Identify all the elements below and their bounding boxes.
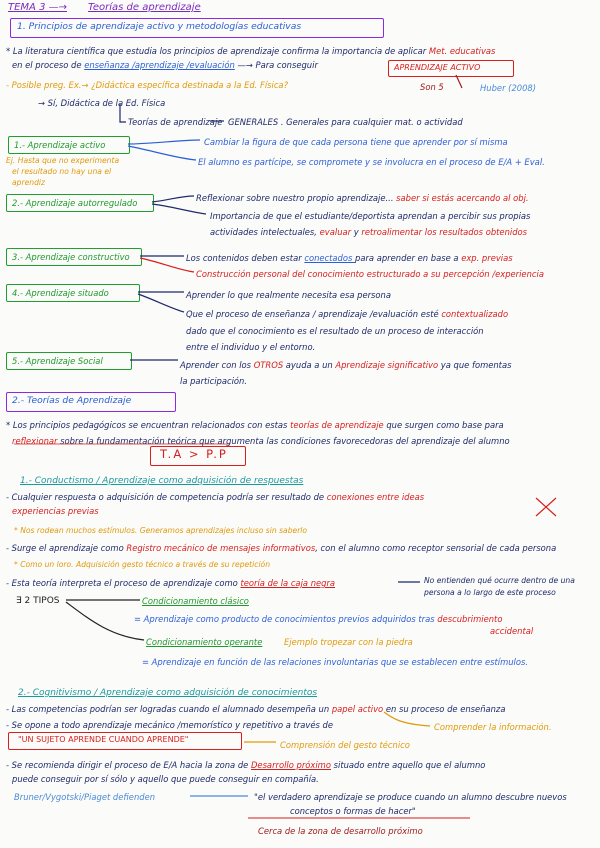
item5-line2: la participación. <box>180 376 248 386</box>
teorias-label: Teorías de aprendizaje <box>128 117 223 127</box>
example-line2: el resultado no hay una el <box>12 167 112 176</box>
item3-label: 3.- Aprendizaje constructivo <box>12 252 130 262</box>
item3-line2: Construcción personal del conocimiento estructurado a su percepción /experiencia <box>196 269 544 279</box>
authors: Bruner/Vygotski/Piaget defienden <box>14 792 156 802</box>
item2-label: 2.- Aprendizaje autorregulado <box>12 198 138 208</box>
comprension-gesto: Comprensión del gesto técnico <box>280 740 410 750</box>
didactica-ef: → Sí, Didáctica de la Ed. Física <box>38 98 166 108</box>
cond-line2: - Surge el aprendizaje como Registro mecánico de mensajes informativos, con el alumno como receptor sensorial de cada persona <box>6 543 557 553</box>
s1-line1: * La literatura científica que estudia los principios de aprendizaje confirma la importancia de aplicar Met. educativas <box>6 46 496 56</box>
son5-label: Son 5 <box>420 82 444 92</box>
caja-negra-side2: persona a lo largo de este proceso <box>424 588 556 597</box>
item4-line3: dado que el conocimiento es el resultado de un proceso de interacción <box>186 326 484 336</box>
zona-desarrollo: Cerca de la zona de desarrollo próximo <box>258 826 423 836</box>
condicionamiento-clasico: Condicionamiento clásico <box>142 596 249 606</box>
cc-accidental: accidental <box>490 626 534 636</box>
cognitivismo-heading: 2.- Cognitivismo / Aprendizaje como adquisición de conocimientos <box>18 688 318 698</box>
huber-ref: Huber (2008) <box>480 83 537 93</box>
co-definition: = Aprendizaje en función de las relaciones involuntarias que se establecen entre estímulos. <box>142 657 529 667</box>
s2-line2: reflexionar sobre la fundamentación teórica que argumenta las condiciones favorecedoras del aprendizaje del alumno <box>12 436 510 446</box>
cond-note2: * Como un loro. Adquisición gesto técnico a través de su repetición <box>14 560 271 569</box>
item2-line3: actividades intelectuales, evaluar y retroalimentar los resultados obtenidos <box>210 227 528 237</box>
posible-pregunta: - Posible preg. Ex.→ ¿Didáctica específica destinada a la Ed. Física? <box>6 80 289 90</box>
quote-text: "UN SUJETO APRENDE CUANDO APRENDE" <box>18 735 189 744</box>
item1-line2: El alumno es partícipe, se compromete y se involucra en el proceso de E/A + Eval. <box>198 157 545 167</box>
generales-label: GENERALES . Generales para cualquier mat. o actividad <box>228 117 463 127</box>
example-line3: aprendiz <box>12 178 45 187</box>
item5-line1: Aprender con los OTROS ayuda a un Aprendizaje significativo ya que fomentas <box>180 360 512 370</box>
item4-line4: entre el individuo y el entorno. <box>186 342 316 352</box>
item5-label: 5.- Aprendizaje Social <box>12 356 103 366</box>
caja-negra-side1: No entienden qué ocurre dentro de una <box>424 576 575 585</box>
item1-line1: Cambiar la figura de que cada persona tiene que aprender por sí misma <box>204 137 508 147</box>
s1-line2: en el proceso de enseñanza /aprendizaje /evaluación —→ Para conseguir <box>12 60 318 70</box>
condicionamiento-operante: Condicionamiento operante <box>146 637 263 647</box>
tema-number: TEMA 3 —→ <box>8 2 68 13</box>
section1-heading: 1. Principios de aprendizaje activo y metodologías educativas <box>17 21 302 32</box>
page-title: Teorías de aprendizaje <box>88 2 201 13</box>
conductismo-heading: 1.- Conductismo / Aprendizaje como adquisición de respuestas <box>20 476 304 486</box>
cond-line1: - Cualquier respuesta o adquisición de competencia podría ser resultado de conexiones entre ideas <box>6 492 425 502</box>
item3-line1: Los contenidos deben estar conectados para aprender en base a exp. previas <box>186 253 513 263</box>
cogn-line4: puede conseguir por sí sólo y aquello que puede conseguir en compañía. <box>12 774 319 784</box>
example-line1: Ej. Hasta que no experimenta <box>6 156 120 165</box>
section2-heading: 2.- Teorías de Aprendizaje <box>12 395 132 406</box>
item4-label: 4.- Aprendizaje situado <box>12 288 109 298</box>
comprender-info: Comprender la información. <box>434 722 552 732</box>
cogn-line2: - Se opone a todo aprendizaje mecánico /memorístico y repetitivo a través de <box>6 720 333 730</box>
cond-note1: * Nos rodean muchos estímulos. Generamos aprendizajes incluso sin saberlo <box>14 526 308 535</box>
s2-line1: * Los principios pedagógicos se encuentran relacionados con estas teorías de aprendizaje que surgen como base para <box>6 420 504 430</box>
tapp-label: T.A > P.P <box>160 447 228 461</box>
dos-tipos: ∃ 2 TIPOS <box>16 596 60 606</box>
authors-quote1: "el verdadero aprendizaje se produce cuando un alumno descubre nuevos <box>254 792 567 802</box>
aprendizaje-activo-label: APRENDIZAJE ACTIVO <box>394 63 481 72</box>
cond-line1b: experiencias previas <box>12 506 99 516</box>
cogn-line3: - Se recomienda dirigir el proceso de E/A hacia la zona de Desarrollo próximo situado entre aquello que el alumno <box>6 760 486 770</box>
item2-line2: Importancia de que el estudiante/deportista aprendan a percibir sus propias <box>210 211 531 221</box>
cond-line3: - Esta teoría interpreta el proceso de aprendizaje como teoría de la caja negra <box>6 578 336 588</box>
item1-label: 1.- Aprendizaje activo <box>14 140 106 150</box>
cogn-line1: - Las competencias podrían ser logradas cuando el alumnado desempeña un papel activo en su proceso de enseñanza <box>6 704 506 714</box>
item4-line2: Que el proceso de enseñanza / aprendizaje /evaluación esté contextualizado <box>186 309 509 319</box>
co-example: Ejemplo tropezar con la piedra <box>284 637 413 647</box>
cc-definition: = Aprendizaje como producto de conocimientos previos adquiridos tras descubrimiento <box>134 614 503 624</box>
authors-quote2: conceptos o formas de hacer" <box>290 806 416 816</box>
item4-line1: Aprender lo que realmente necesita esa persona <box>186 290 391 300</box>
item2-line1: Reflexionar sobre nuestro propio aprendizaje... saber si estás acercando al obj. <box>196 193 529 203</box>
